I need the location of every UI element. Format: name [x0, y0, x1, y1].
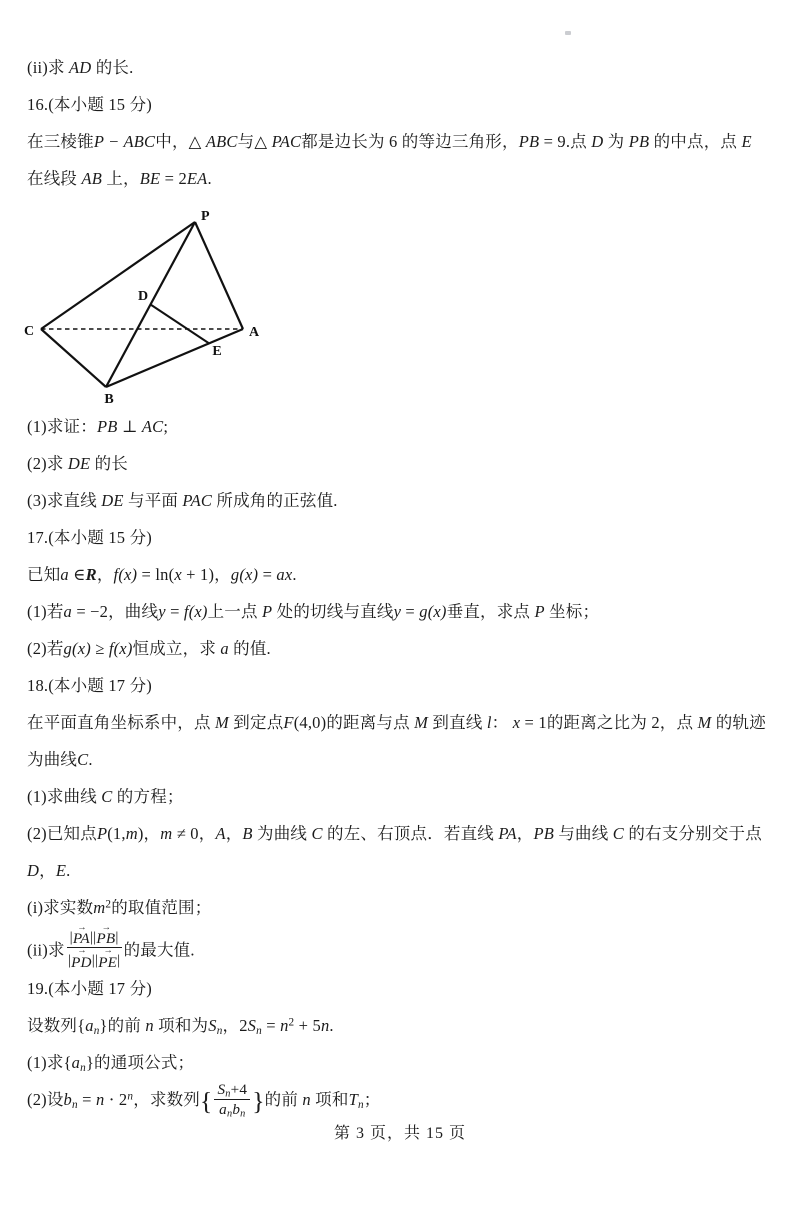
prev-question-part-ii: (ii)求 AD 的长. [27, 58, 134, 77]
q16-header: 16.(本小题 15 分) [27, 95, 152, 114]
edge-CB [41, 329, 106, 387]
point-label-D: D [137, 289, 149, 304]
q17-given: 已知a ∈R，f(x) = ln(x + 1)，g(x) = ax. [27, 565, 297, 584]
scan-artifact [565, 31, 571, 35]
page-footer: 第 3 页，共 15 页 [333, 1125, 466, 1142]
q18-part2: (2)已知点P(1,m)，m ≠ 0，A，B 为曲线 C 的左、右顶点．若直线 PA，PB 与曲线 C 的右支分别交于点 D，E. [27, 824, 762, 880]
q18-part1: (1)求曲线 C 的方程； [27, 787, 184, 806]
q19-part2: (2)设$b_n = n \cdot 2^n$，求数列{ $\frac{S_n+4}{a_nb_n}$ }的前 n 项和$T_n$； [27, 1080, 381, 1120]
q16-part3: (3)求直线 DE 与平面 PAC 所成角的正弦值. [27, 491, 338, 510]
q16-figure [20, 205, 772, 408]
tetrahedron-diagram [20, 205, 290, 408]
edge-CP [41, 222, 195, 329]
q17-part2: (2)若g(x) ≥ f(x)恒成立，求 a 的值. [27, 639, 271, 658]
q18-header: 18.(本小题 17 分) [27, 676, 152, 695]
q16-stem: 在三棱锥P − ABC中，△ ABC与△ PAC都是边长为 6 的等边三角形，PB = 9.点 D 为 PB 的中点，点 E 在线段 AB 上，BE = 2EA. [27, 132, 752, 188]
q17-part1: (1)若a = −2，曲线y = f(x)上一点 P 处的切线与直线y = g(x)垂直，求点 P 坐标； [27, 602, 600, 621]
edge-PA [195, 222, 243, 329]
q18-stem: 在平面直角坐标系中，点 M 到定点F(4,0)的距离与点 M 到直线 l： x = 1的距离之比为 2，点 M 的轨迹为曲线C. [27, 713, 766, 769]
q18-part2-i: (i)求实数$m^2$的取值范围； [27, 898, 212, 917]
segment-DE [151, 305, 209, 344]
q19-stem: 设数列$\{a_n\}$的前 n 项和为$S_n$，$2S_n = n^2 + 5n$. [27, 1015, 334, 1037]
vertex-label-C: C [23, 324, 35, 339]
q17-header: 17.(本小题 15 分) [27, 528, 152, 547]
q16-part2: (2)求 DE 的长 [27, 454, 129, 473]
edge-BA [106, 329, 243, 387]
vertex-label-P: P [201, 209, 210, 224]
q19-part1: (1)求$\{a_n\}$的通项公式； [27, 1052, 195, 1074]
point-label-E: E [212, 344, 222, 359]
q16-part1: (1)求证：PB ⊥ AC; [27, 417, 169, 436]
q19-header: 19.(本小题 17 分) [27, 978, 152, 998]
vertex-label-B: B [104, 392, 114, 407]
q18-part2-ii: (ii)求 | → PA || → PB | | → PD || → PE | 的最大值. [27, 923, 195, 971]
vertex-label-A: A [248, 325, 260, 340]
